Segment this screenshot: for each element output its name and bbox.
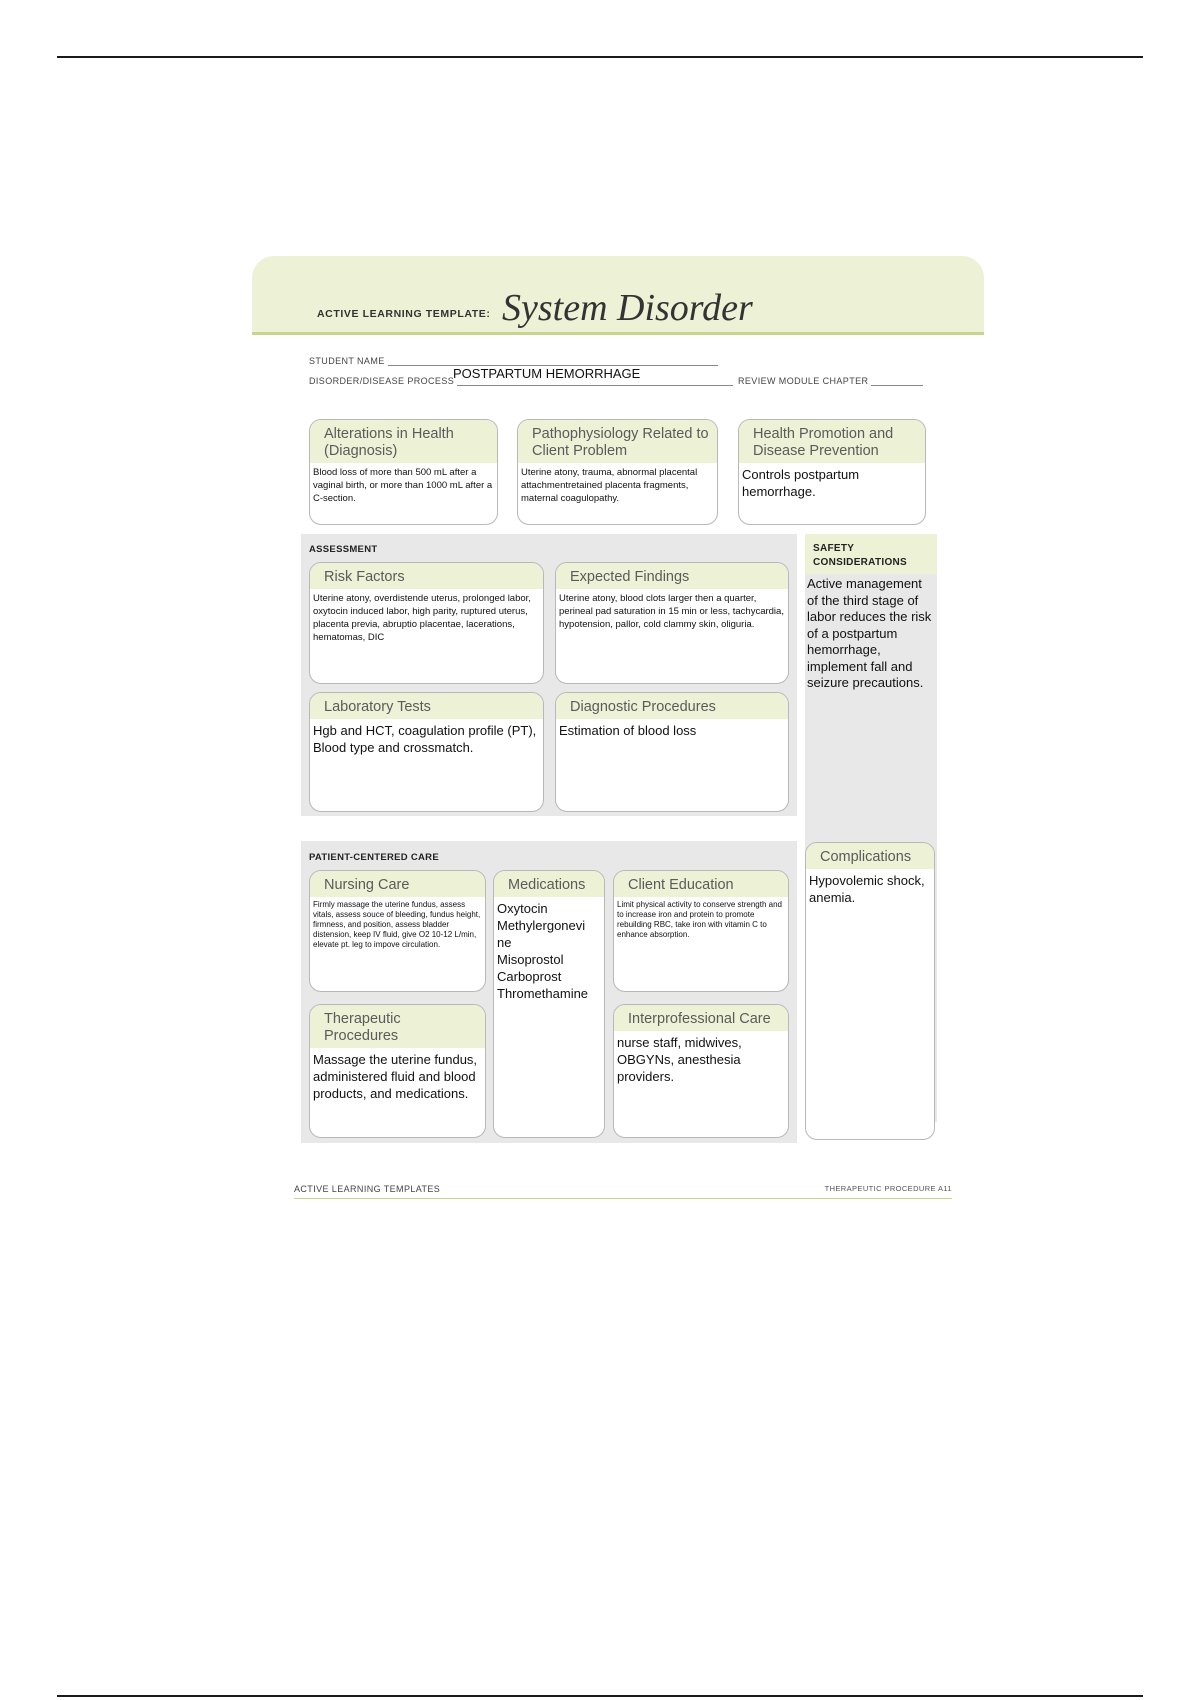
nursing-care-card: [309, 870, 486, 992]
review-chapter-label: REVIEW MODULE CHAPTER: [738, 376, 869, 386]
pathophysiology-card: [517, 419, 718, 525]
patient-centered-care-label: PATIENT-CENTERED CARE: [309, 852, 439, 863]
diagnostic-procedures-card: [555, 692, 789, 812]
risk-factors-title: Risk Factors: [310, 563, 543, 589]
footer-left-label: ACTIVE LEARNING TEMPLATES: [294, 1184, 441, 1194]
nursing-care-title: Nursing Care: [310, 871, 485, 897]
alterations-title: Alterations in Health (Diagnosis): [310, 420, 497, 463]
review-chapter-row: [738, 376, 923, 386]
therapeutic-procedures-text: Massage the uterine fundus, administered fluid and blood products, and medications.: [313, 1052, 478, 1101]
nursing-care-text: Firmly massage the uterine fundus, assess vitals, assess souce of bleeding, fundus height, firmness, and position, assess bladder distension, keep IV fluid, give O2 10-12 L/min, elevate pt. leg to impove circulation.: [313, 900, 481, 949]
template-title: System Disorder: [502, 287, 753, 329]
footer-right-label: THERAPEUTIC PROCEDURE A11: [824, 1184, 952, 1193]
assessment-label: ASSESSMENT: [309, 544, 378, 555]
complications-text: Hypovolemic shock, anemia.: [809, 873, 925, 905]
interprofessional-care-title: Interprofessional Care: [614, 1005, 788, 1031]
health-promotion-card: [738, 419, 926, 525]
laboratory-tests-card: [309, 692, 544, 812]
expected-findings-card: [555, 562, 789, 684]
health-promotion-text: Controls postpartum hemorrhage.: [742, 467, 860, 499]
risk-factors-card: [309, 562, 544, 684]
medication-item: Thromethamine: [497, 986, 589, 1001]
student-name-row: [309, 356, 718, 366]
template-label: ACTIVE LEARNING TEMPLATE:: [317, 308, 491, 320]
page-bottom-rule: [57, 1695, 1143, 1697]
medication-item: Misoprostol: [497, 952, 564, 967]
medication-item: Methylergonevi: [497, 918, 586, 933]
student-name-label: STUDENT NAME: [309, 356, 385, 366]
medications-card: [493, 870, 605, 1138]
client-education-card: [613, 870, 789, 992]
page-top-rule: [57, 56, 1143, 58]
medications-list: [494, 897, 604, 1006]
footer-rule: [294, 1198, 952, 1199]
safety-considerations-title: SAFETY CONSIDERATIONS: [805, 534, 937, 574]
diagnostic-procedures-text: Estimation of blood loss: [559, 723, 697, 738]
complications-card: [805, 842, 935, 1140]
medication-item: Carboprost: [497, 969, 562, 984]
therapeutic-procedures-title: Therapeutic Procedures: [310, 1005, 485, 1048]
medication-item: Oxytocin: [497, 901, 548, 916]
laboratory-tests-title: Laboratory Tests: [310, 693, 543, 719]
expected-findings-text: Uterine atony, blood clots larger then a quarter, perineal pad saturation in 15 min or less, tachycardia, hypotension, pallor, cold clammy skin, oliguria.: [559, 593, 784, 630]
laboratory-tests-text: Hgb and HCT, coagulation profile (PT), Blood type and crossmatch.: [313, 723, 537, 755]
client-education-title: Client Education: [614, 871, 788, 897]
interprofessional-care-card: [613, 1004, 789, 1138]
diagnostic-procedures-title: Diagnostic Procedures: [556, 693, 788, 719]
disorder-line: [457, 385, 733, 386]
review-chapter-line: [871, 385, 923, 386]
complications-title: Complications: [806, 843, 934, 869]
safety-considerations-text: Active management of the third stage of labor reduces the risk of a postpartum hemorrhage, implement fall and seizure precautions.: [807, 576, 932, 690]
health-promotion-title: Health Promotion and Disease Prevention: [739, 420, 925, 463]
interprofessional-care-text: nurse staff, midwives, OBGYNs, anesthesia providers.: [617, 1035, 742, 1084]
alterations-card: [309, 419, 498, 525]
template-header: [252, 256, 984, 335]
medication-item: ne: [497, 935, 512, 950]
pathophysiology-text: Uterine atony, trauma, abnormal placental attachmentretained placenta fragments, maternal coagulopathy.: [521, 467, 698, 504]
pathophysiology-title: Pathophysiology Related to Client Problem: [518, 420, 717, 463]
disorder-label: DISORDER/DISEASE PROCESS: [309, 376, 455, 386]
medications-title: Medications: [494, 871, 604, 897]
client-education-text: Limit physical activity to conserve strength and to increase iron and protein to promote rebuilding RBC, take iron with vitamin C to enhance absorption.: [617, 900, 782, 939]
disorder-value: POSTPARTUM HEMORRHAGE: [453, 366, 641, 381]
therapeutic-procedures-card: [309, 1004, 486, 1138]
alterations-text: Blood loss of more than 500 mL after a vaginal birth, or more than 1000 mL after a C-section.: [313, 467, 493, 504]
expected-findings-title: Expected Findings: [556, 563, 788, 589]
system-disorder-template: [252, 256, 984, 1196]
risk-factors-text: Uterine atony, overdistende uterus, prolonged labor, oxytocin induced labor, high parity, ruptured uterus, placenta previa, abruptio placentae, lacerations, hematomas, DIC: [313, 593, 531, 643]
